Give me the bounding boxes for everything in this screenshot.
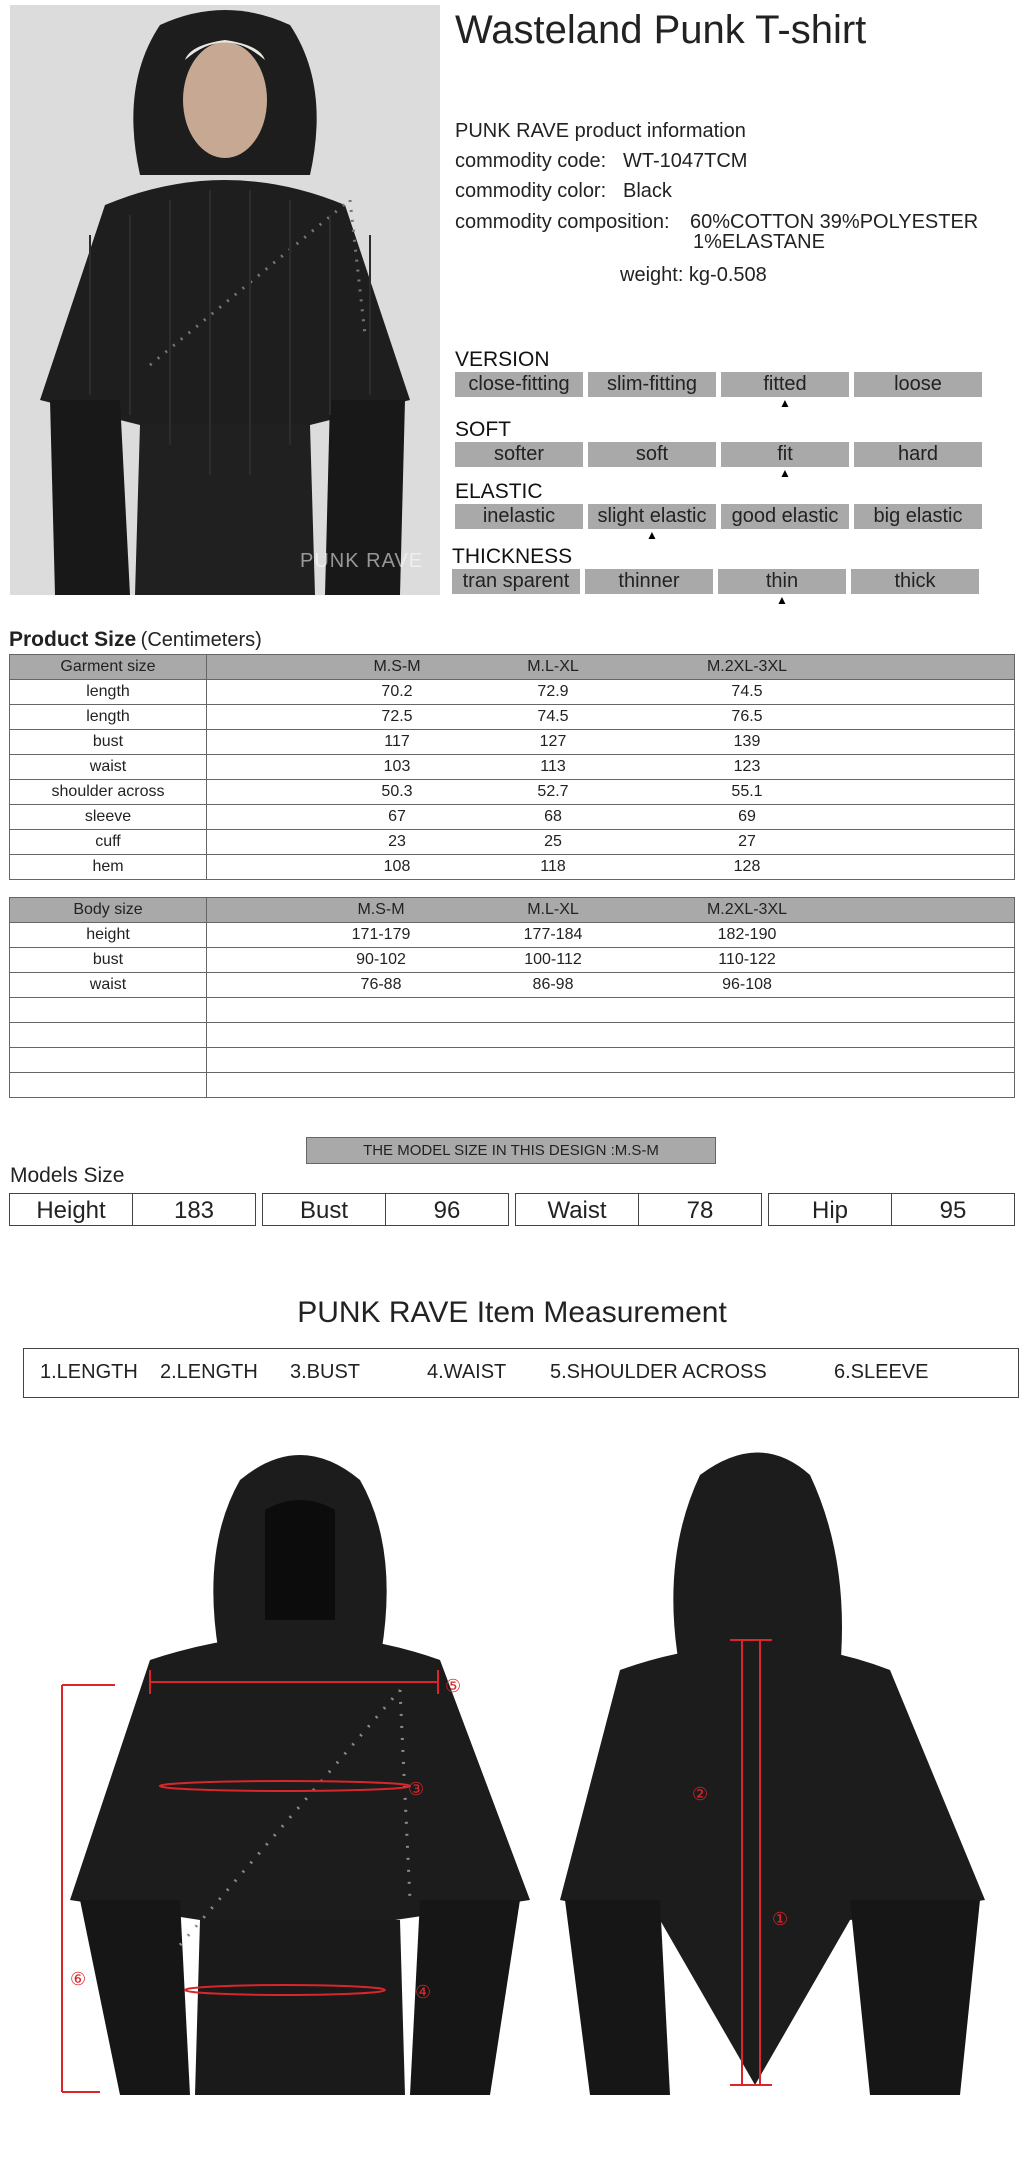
attribute-option: tran sparent [452, 569, 580, 594]
table-row [10, 705, 1015, 730]
table-cell: cuff [10, 830, 207, 855]
table-cell: length [10, 680, 207, 705]
product-photo [10, 5, 440, 595]
table-cell: 90-102 [356, 951, 406, 968]
table-cell: 25 [544, 833, 562, 850]
attribute-version [455, 348, 982, 409]
table-cell: 55.1 [731, 783, 763, 800]
table-row [10, 948, 1015, 973]
table-row [10, 680, 1015, 705]
table-cell: 86-98 [532, 976, 574, 993]
model-measure-value: 78 [638, 1194, 761, 1225]
table-row-empty [10, 1023, 1015, 1048]
model-measure-value: 96 [385, 1194, 508, 1225]
attribute-option-selected: thin [718, 569, 846, 594]
measure-marker-1: ① [772, 1909, 789, 1930]
table-cell: 182-190 [717, 926, 777, 943]
attribute-thickness [452, 545, 979, 606]
table-row [10, 755, 1015, 780]
table-cell: waist [10, 755, 207, 780]
attribute-title: THICKNESS [452, 545, 573, 568]
table-cell: 67 [388, 808, 406, 825]
table-header-cell: M.S-M [357, 901, 405, 918]
table-cell: 117 [384, 733, 410, 750]
attribute-option: inelastic [455, 504, 583, 529]
table-cell: 108 [383, 858, 411, 875]
model-measure-label: Height [36, 1197, 106, 1224]
table-cell: shoulder across [10, 780, 207, 805]
table-cell: 74.5 [731, 683, 763, 700]
attribute-option-selected: fitted [721, 372, 849, 397]
attribute-option: thick [851, 569, 979, 594]
product-title: Wasteland Punk T-shirt [455, 8, 867, 52]
attribute-title: SOFT [455, 418, 511, 441]
table-header-cell: M.S-M [373, 658, 421, 675]
model-measure-value: 95 [891, 1194, 1014, 1225]
attribute-option: close-fitting [455, 372, 583, 397]
weight-text: weight: kg-0.508 [620, 264, 767, 286]
model-illustration [10, 5, 440, 595]
measurement-item: 5.SHOULDER ACROSS [550, 1361, 767, 1383]
attribute-option: softer [455, 442, 583, 467]
measure-marker-5: ⑤ [445, 1676, 462, 1697]
attribute-option-selected: fit [721, 442, 849, 467]
table-cell: 113 [540, 758, 566, 775]
table-header-row [10, 655, 1015, 680]
garment-illustration [0, 1420, 1024, 2120]
models-size-row [9, 1193, 1015, 1226]
table-cell: 50.3 [381, 783, 413, 800]
table-cell: waist [10, 973, 207, 998]
table-cell: bust [10, 948, 207, 973]
table-cell: 76-88 [360, 976, 402, 993]
measurement-item: 3.BUST [290, 1361, 361, 1383]
table-header-cell: M.2XL-3XL [706, 658, 788, 675]
model-measure-bust [262, 1193, 509, 1226]
attribute-options [455, 442, 982, 467]
table-cell: 110-122 [718, 951, 776, 968]
table-row [10, 973, 1015, 998]
photo-watermark: PUNK RAVE [300, 550, 424, 572]
commodity-composition-value-1: 60%COTTON 39%POLYESTER [690, 211, 979, 233]
product-size-unit: (Centimeters) [140, 629, 262, 651]
table-cell: 23 [388, 833, 406, 850]
table-header-cell: M.2XL-3XL [706, 901, 788, 918]
table-header-cell: Body size [10, 898, 207, 923]
table-cell: 52.7 [537, 783, 569, 800]
table-header-cell: M.L-XL [527, 658, 579, 675]
table-header-cell: Garment size [10, 655, 207, 680]
attribute-option: slim-fitting [588, 372, 716, 397]
commodity-color-value: Black [623, 180, 672, 202]
attribute-option: loose [854, 372, 982, 397]
table-cell: 96-108 [722, 976, 772, 993]
attribute-option: big elastic [854, 504, 982, 529]
attribute-options [455, 504, 982, 529]
attribute-option: hard [854, 442, 982, 467]
attribute-title: ELASTIC [455, 480, 543, 503]
model-measure-label: Bust [299, 1197, 349, 1224]
table-row [10, 780, 1015, 805]
measure-marker-4: ④ [415, 1982, 432, 2003]
table-cell: 118 [540, 858, 566, 875]
table-row [10, 805, 1015, 830]
table-header-cell: M.L-XL [527, 901, 579, 918]
measurement-item: 4.WAIST [427, 1361, 507, 1383]
table-cell: 127 [539, 733, 567, 750]
table-cell: bust [10, 730, 207, 755]
table-cell: 72.9 [537, 683, 569, 700]
product-size-title: Product Size [9, 628, 137, 651]
attribute-elastic [455, 480, 982, 541]
commodity-code-label: commodity code: [455, 150, 607, 172]
measurement-legend [23, 1348, 1019, 1398]
measurement-item: 2.LENGTH [160, 1361, 258, 1383]
commodity-code-value: WT-1047TCM [623, 150, 748, 172]
model-measure-label: Hip [811, 1197, 848, 1224]
attribute-option: good elastic [721, 504, 849, 529]
table-cell: 177-184 [523, 926, 583, 943]
models-size-title: Models Size [10, 1164, 125, 1187]
product-size-table [9, 654, 1015, 880]
table-row [10, 830, 1015, 855]
measure-marker-6: ⑥ [70, 1969, 87, 1990]
table-cell: hem [10, 855, 207, 880]
selected-marker-icon: ▲ [779, 466, 791, 480]
table-cell: 128 [733, 858, 761, 875]
model-measure-waist [515, 1193, 762, 1226]
measure-marker-3: ③ [408, 1779, 425, 1800]
body-size-table [9, 897, 1015, 1098]
selected-marker-icon: ▲ [779, 396, 791, 410]
table-cell: 27 [738, 833, 756, 850]
attribute-title: VERSION [455, 348, 550, 371]
model-measure-hip [768, 1193, 1015, 1226]
attribute-option: soft [588, 442, 716, 467]
table-cell: 123 [733, 758, 761, 775]
measurement-title: PUNK RAVE Item Measurement [297, 1296, 727, 1329]
measurement-item: 6.SLEEVE [834, 1361, 929, 1383]
measure-marker-2: ② [692, 1784, 709, 1805]
attribute-soft [455, 418, 982, 479]
table-cell: 68 [544, 808, 562, 825]
model-measure-value: 183 [132, 1194, 255, 1225]
table-cell: sleeve [10, 805, 207, 830]
attribute-option-selected: slight elastic [588, 504, 716, 529]
table-cell: 74.5 [537, 708, 569, 725]
table-cell: length [10, 705, 207, 730]
info-heading: PUNK RAVE product information [455, 120, 746, 142]
table-cell: 69 [738, 808, 756, 825]
commodity-composition-value-2: 1%ELASTANE [693, 231, 825, 253]
measurement-item: 1.LENGTH [40, 1361, 138, 1383]
table-cell: height [10, 923, 207, 948]
table-cell: 100-112 [524, 951, 582, 968]
table-row-empty [10, 1048, 1015, 1073]
garment-measurement-diagram [0, 1420, 1024, 2120]
model-measure-label: Waist [547, 1197, 607, 1224]
table-cell: 72.5 [381, 708, 413, 725]
table-row [10, 923, 1015, 948]
table-row [10, 730, 1015, 755]
commodity-composition-label: commodity composition: [455, 211, 670, 233]
garment-back [560, 1453, 985, 2096]
table-cell: 103 [383, 758, 411, 775]
table-cell: 70.2 [381, 683, 413, 700]
attribute-option: thinner [585, 569, 713, 594]
garment-front [70, 1455, 530, 2095]
model-measure-height [9, 1193, 256, 1226]
table-cell: 171-179 [351, 926, 411, 943]
table-row-empty [10, 998, 1015, 1023]
attribute-options [455, 372, 982, 397]
table-row-empty [10, 1073, 1015, 1098]
table-cell: 76.5 [731, 708, 763, 725]
table-header-row [10, 898, 1015, 923]
model-size-banner: THE MODEL SIZE IN THIS DESIGN :M.S-M [306, 1137, 716, 1164]
product-size-heading [9, 628, 262, 652]
table-cell: 139 [733, 733, 761, 750]
attribute-options [452, 569, 979, 594]
table-row [10, 855, 1015, 880]
selected-marker-icon: ▲ [776, 593, 788, 607]
selected-marker-icon: ▲ [646, 528, 658, 542]
commodity-color-label: commodity color: [455, 180, 607, 202]
